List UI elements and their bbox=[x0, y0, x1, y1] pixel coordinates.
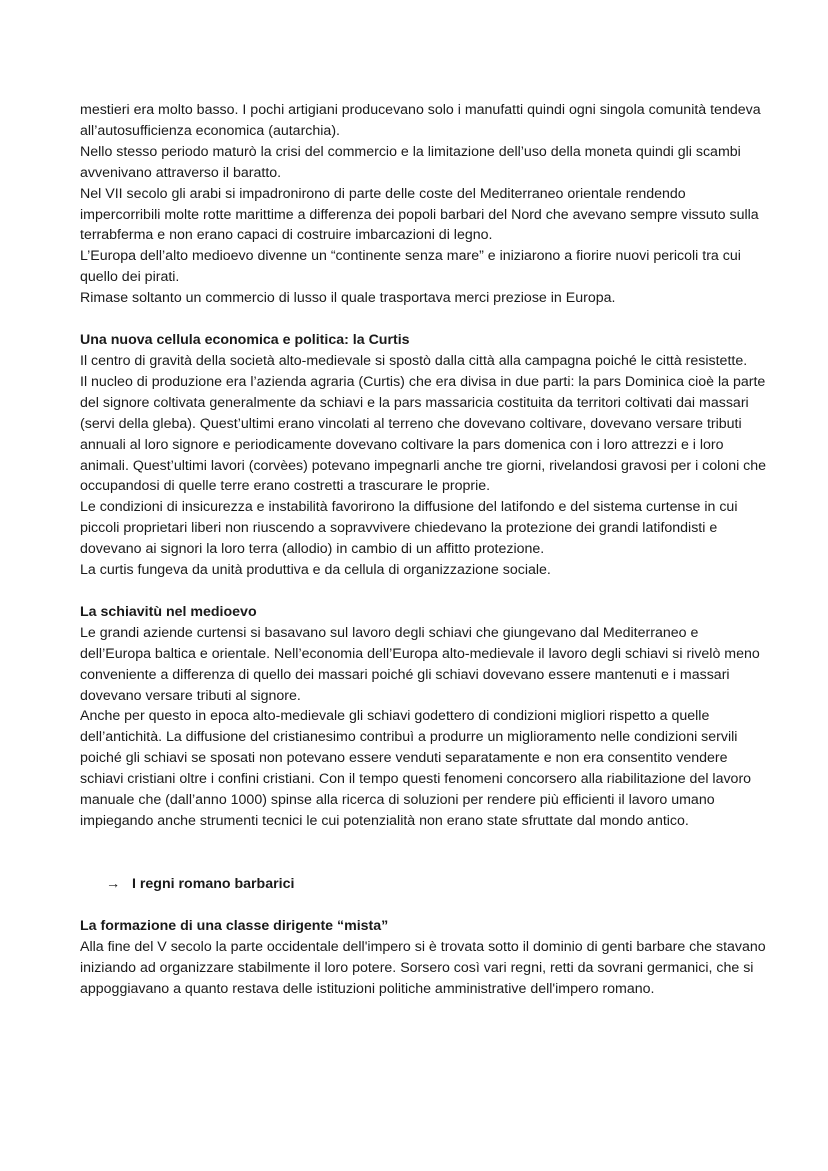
curtis-paragraph-4: La curtis fungeva da unità produttiva e da cellula di organizzazione sociale. bbox=[80, 562, 551, 579]
intro-paragraph-4: L’Europa dell’alto medioevo divenne un “continente senza mare” e iniziarono a fiorire nuovi pericoli tra cui quello dei pirati. bbox=[80, 248, 741, 286]
classe-heading: La formazione di una classe dirigente “mista” bbox=[80, 917, 389, 934]
curtis-heading: Una nuova cellula economica e politica: la Curtis bbox=[80, 332, 410, 349]
intro-paragraph-2: Nello stesso periodo maturò la crisi del commercio e la limitazione dell’uso della moneta quindi gli scambi avvenivano attraverso il baratto. bbox=[80, 143, 741, 181]
schiavitu-paragraph-2: Anche per questo in epoca alto-medievale gli schiavi godettero di condizioni migliori rispetto a quelle dell’antichità. La diffusione del cristianesimo contribuì a produrre un miglioramento nelle condizioni servili poiché gli schiavi se sposati non potevano essere venduti separatamente e non era consentito vendere schiavi cristiani oltre i confini cristiani. Con il tempo questi fenomeni concorsero alla riabilitazione del lavoro manuale che (dall’anno 1000) spinse alla ricerca di soluzioni per rendere più efficienti il lavoro umano impiegando anche strumenti tecnici le cui potenzialità non erano state sfruttate dal mondo antico. bbox=[80, 708, 752, 829]
section-title-regni-label: I regni romano barbarici bbox=[132, 875, 295, 892]
intro-paragraph-1: mestieri era molto basso. I pochi artigiani producevano solo i manufatti quindi ogni singola comunità tendeva all’autosufficienza economica (autarchia). bbox=[80, 102, 761, 139]
intro-paragraph-3: Nel VII secolo gli arabi si impadronirono di parte delle coste del Mediterraneo orientale rendendo impercorribili molte rotte marittime a differenza dei popoli barbari del Nord che avevano sempre vissuto sulla terrabferma e non erano capaci di costruire imbarcazioni di legno. bbox=[80, 185, 759, 244]
curtis-paragraph-2: Il nucleo di produzione era l’azienda agraria (Curtis) che era divisa in due parti: la pars Dominica cioè la parte del signore coltivata generalmente da schiavi e la pars massaricia costituita da territori coltivati dai massari (servi della gleba). Quest’ultimi erano vincolati al terreno che dovevano coltivare, dovevano versare tributi annuali al loro signore e periodicamente dovevano coltivare la pars domenica con i loro attrezzi e i loro animali. Quest’ultimi lavori (corvèes) potevano impegnarli anche tre giorni, rivelandosi gravosi per i coloni che occupandosi di quelle terre erano costretti a trascurare le proprie. bbox=[80, 373, 767, 495]
arrow-right-icon: → bbox=[106, 875, 121, 892]
curtis-paragraph-1: Il centro di gravità della società alto-medievale si spostò dalla città alla campagna poiché le città resistette. bbox=[80, 352, 748, 369]
curtis-paragraph-3: Le condizioni di insicurezza e instabilità favorirono la diffusione del latifondo e del sistema curtense in cui piccoli proprietari liberi non riuscendo a sopravvivere chiedevano la protezione dei grandi latifondisti e dovevano ai signori la loro terra (allodio) in cambio di un affitto protezione. bbox=[80, 499, 738, 558]
schiavitu-heading: La schiavitù nel medioevo bbox=[80, 603, 257, 620]
section-title-regni bbox=[80, 874, 768, 895]
classe-paragraph-1: Alla fine del V secolo la parte occidentale dell'impero si è trovata sotto il dominio di genti barbare che stavano iniziando ad organizzare stabilmente il loro potere. Sorsero così vari regni, retti da sovrani germanici, che si appoggiavano a quanto restava delle istituzioni politiche amministrative dell'impero romano. bbox=[80, 938, 766, 997]
intro-paragraph-5: Rimase soltanto un commercio di lusso il quale trasportava merci preziose in Europa. bbox=[80, 290, 616, 307]
schiavitu-paragraph-1: Le grandi aziende curtensi si basavano sul lavoro degli schiavi che giungevano dal Mediterraneo e dell’Europa baltica e orientale. Nell’economia dell’Europa alto-medievale il lavoro degli schiavi si rivelò meno conveniente a differenza di quello dei massari poiché gli schiavi dovevano essere mantenuti e i massari dovevano versare tributi al signore. bbox=[80, 624, 760, 704]
